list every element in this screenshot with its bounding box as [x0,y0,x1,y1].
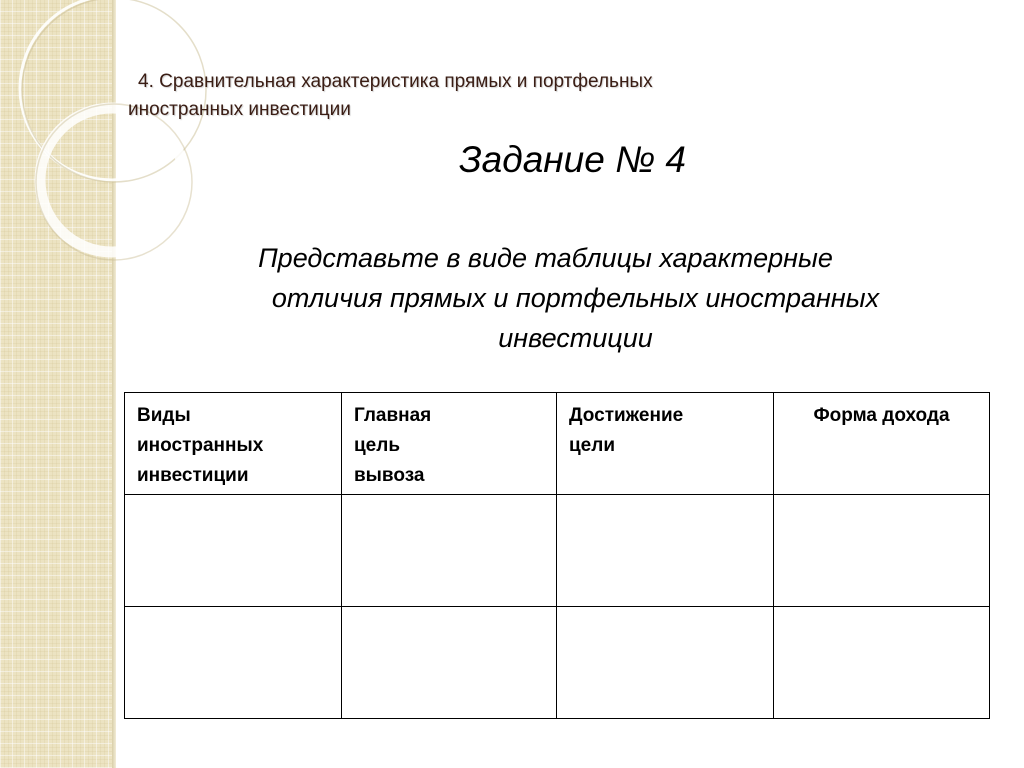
header-cell-goal-achievement [557,393,774,495]
header-line: Форма дохода [813,405,950,426]
task-heading: Задание № 4 [458,139,687,180]
header-cell-investment-types [125,393,342,495]
header-cell-income-form [774,393,990,495]
comparison-table [124,392,990,719]
table-cell[interactable] [125,607,342,719]
table-cell[interactable] [342,607,557,719]
header-line: вывоза [354,465,425,486]
table-row [125,607,990,719]
decorative-strip [0,0,114,768]
header-line: Виды [137,405,191,426]
table-cell[interactable] [125,495,342,607]
slide-title-line-2: иностранных инвестиции [128,99,351,120]
task-description-line-1: Представьте в виде таблицы характерные [258,243,833,273]
slide-title [128,68,888,124]
header-line: Достижение [569,405,684,426]
task-description-line-3: инвестиции [498,323,653,353]
header-line: иностранных [137,435,264,456]
table-cell[interactable] [557,607,774,719]
header-line: цель [354,435,400,456]
header-line: инвестиции [137,465,249,486]
header-line: Главная [354,405,432,426]
table-cell[interactable] [774,607,990,719]
header-cell-main-goal [342,393,557,495]
task-description [168,238,983,358]
table-cell[interactable] [557,495,774,607]
table-row [125,495,990,607]
table-header-row [125,393,990,495]
task-description-line-2: отличия прямых и портфельных иностранных [271,283,880,313]
decorative-strip-edge [112,0,116,768]
header-line: цели [569,435,615,456]
table-cell[interactable] [342,495,557,607]
table-cell[interactable] [774,495,990,607]
slide-title-line-1: 4. Сравнительная характеристика прямых и портфельных [138,71,653,92]
